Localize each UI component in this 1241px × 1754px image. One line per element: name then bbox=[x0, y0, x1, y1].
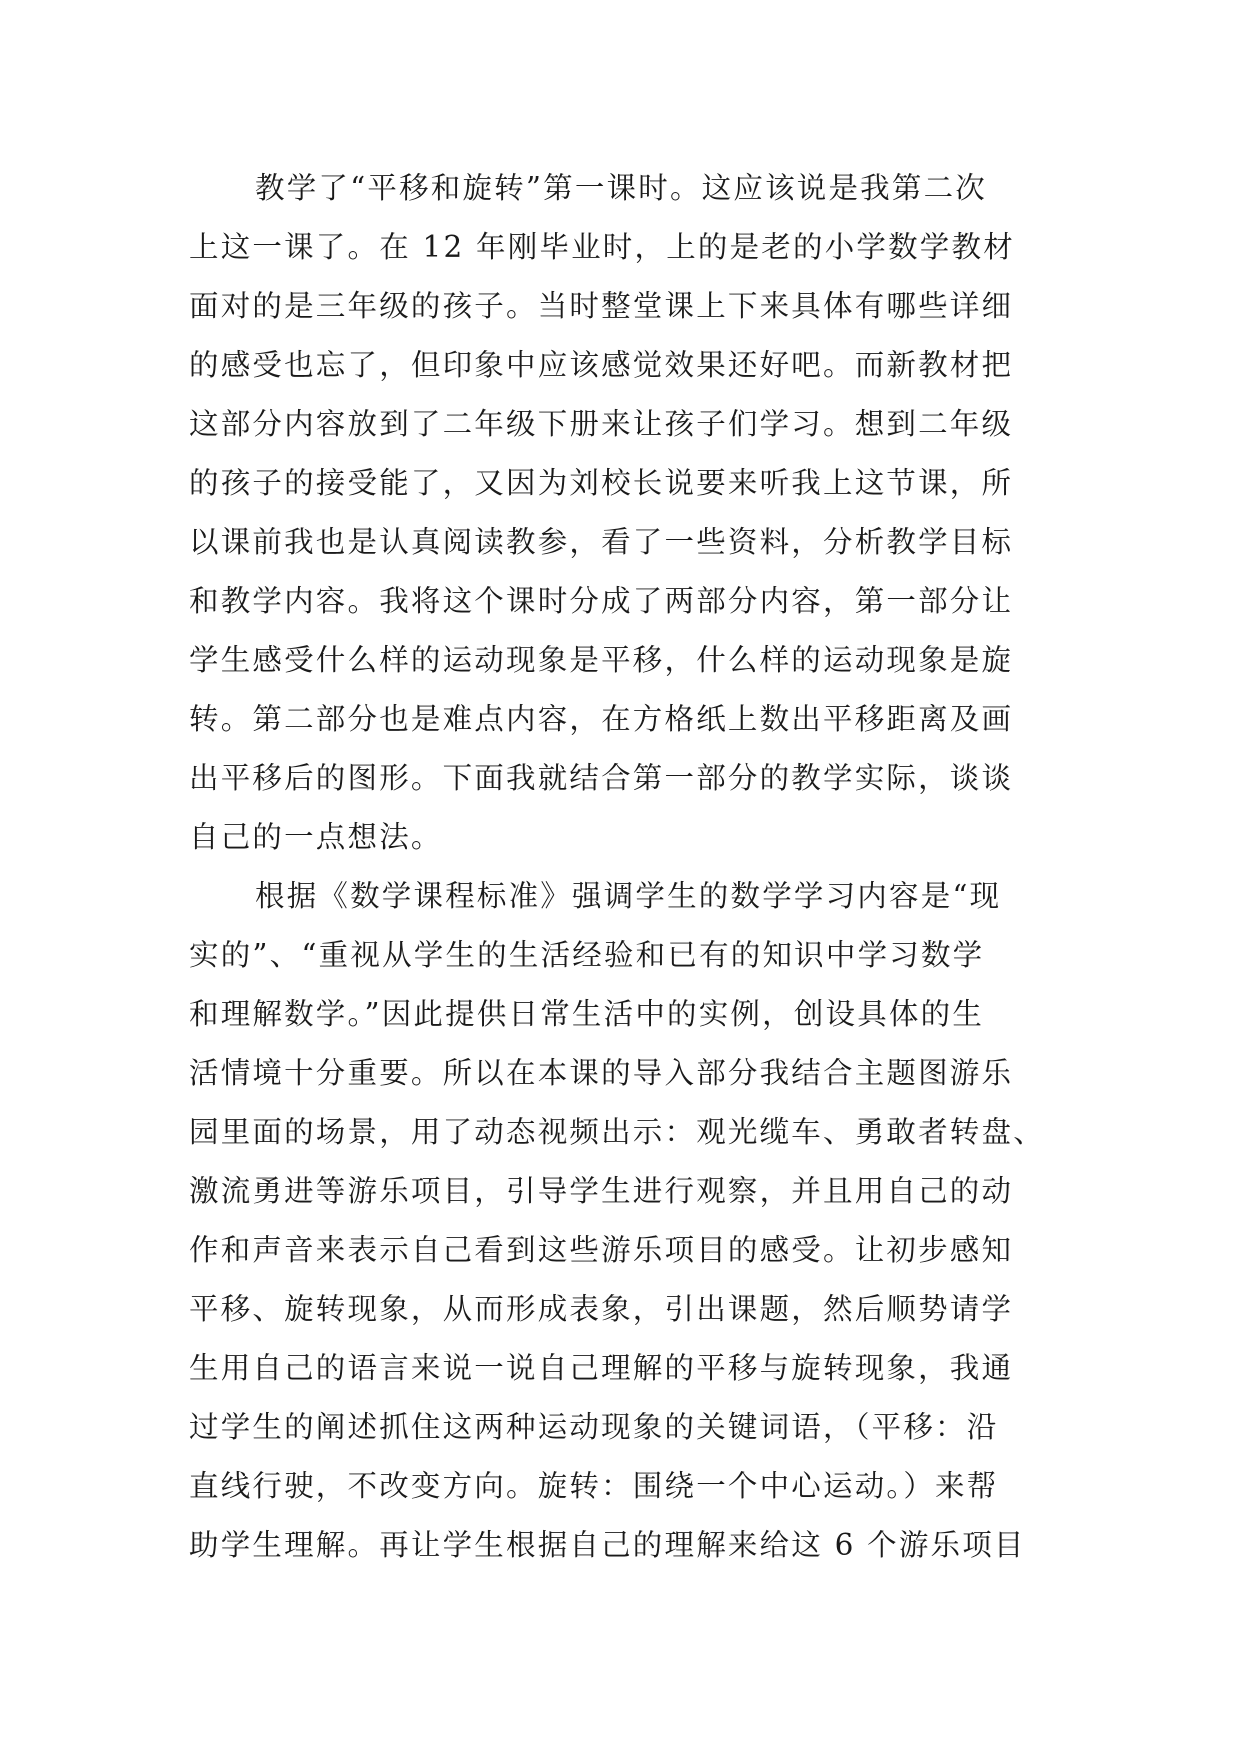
text-line: 自己的一点想法。 bbox=[189, 820, 443, 854]
text-line: 实的”、“重视从学生的生活经验和已有的知识中学习数学 bbox=[189, 938, 985, 972]
text-line: 的感受也忘了，但印象中应该感觉效果还好吧。而新教材把 bbox=[189, 348, 1014, 382]
text-line: 过学生的阐述抓住这两种运动现象的关键词语，（平移：沿 bbox=[189, 1410, 999, 1444]
text-line: 直线行驶，不改变方向。旋转：围绕一个中心运动。）来帮 bbox=[189, 1469, 999, 1503]
text-line: 助学生理解。再让学生根据自己的理解来给这 6 个游乐项目 bbox=[189, 1528, 1026, 1562]
text-line: 面对的是三年级的孩子。当时整堂课上下来具体有哪些详细 bbox=[189, 289, 1014, 323]
text-line: 作和声音来表示自己看到这些游乐项目的感受。让初步感知 bbox=[189, 1233, 1014, 1267]
text-line: 和教学内容。我将这个课时分成了两部分内容，第一部分让 bbox=[189, 584, 1014, 618]
paragraph-2 bbox=[189, 867, 1053, 1575]
document-body bbox=[189, 159, 1053, 1575]
text-line: 出平移后的图形。下面我就结合第一部分的教学实际，谈谈 bbox=[189, 761, 1014, 795]
text-line: 上这一课了。在 12 年刚毕业时，上的是老的小学数学教材 bbox=[189, 230, 1015, 264]
text-line: 激流勇进等游乐项目，引导学生进行观察，并且用自己的动 bbox=[189, 1174, 1014, 1208]
text-line: 教学了“平移和旋转”第一课时。这应该说是我第二次 bbox=[255, 171, 987, 205]
text-line: 活情境十分重要。所以在本课的导入部分我结合主题图游乐 bbox=[189, 1056, 1014, 1090]
paragraph-1 bbox=[189, 159, 1053, 867]
text-line: 平移、旋转现象，从而形成表象，引出课题，然后顺势请学 bbox=[189, 1292, 1014, 1326]
text-line: 学生感受什么样的运动现象是平移，什么样的运动现象是旋 bbox=[189, 643, 1014, 677]
text-line: 生用自己的语言来说一说自己理解的平移与旋转现象，我通 bbox=[189, 1351, 1014, 1385]
text-line: 以课前我也是认真阅读教参，看了一些资料，分析教学目标 bbox=[189, 525, 1014, 559]
text-line: 园里面的场景，用了动态视频出示：观光缆车、勇敢者转盘、 bbox=[189, 1115, 1045, 1149]
text-line: 这部分内容放到了二年级下册来让孩子们学习。想到二年级 bbox=[189, 407, 1014, 441]
text-line: 的孩子的接受能了，又因为刘校长说要来听我上这节课，所 bbox=[189, 466, 1014, 500]
text-line: 转。第二部分也是难点内容，在方格纸上数出平移距离及画 bbox=[189, 702, 1014, 736]
text-line: 和理解数学。”因此提供日常生活中的实例，创设具体的生 bbox=[189, 997, 985, 1031]
text-line: 根据《数学课程标准》强调学生的数学学习内容是“现 bbox=[255, 879, 1002, 913]
